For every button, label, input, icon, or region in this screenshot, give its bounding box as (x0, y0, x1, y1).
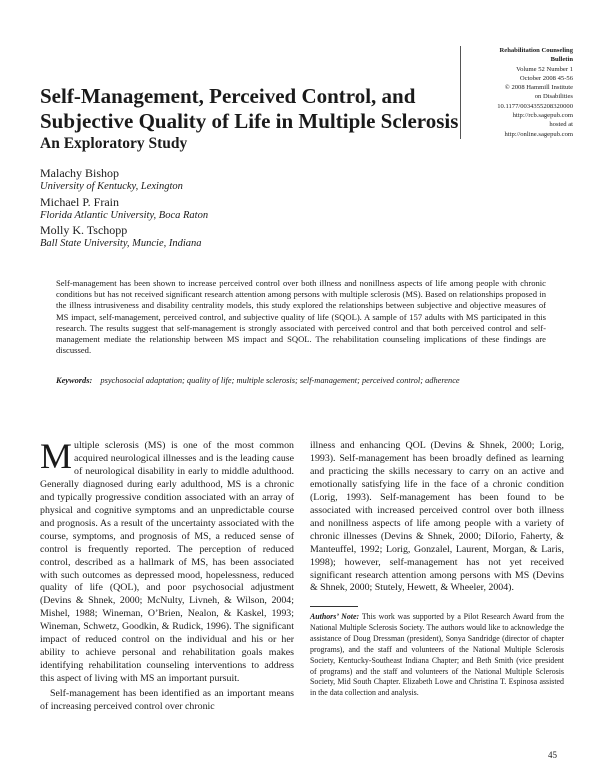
author-affiliation: University of Kentucky, Lexington (40, 181, 183, 192)
page-number: 45 (548, 750, 557, 760)
keywords (56, 376, 556, 385)
body-paragraph-1-text: ultiple sclerosis (MS) is one of the most common acquired neurological illnesses and is the leading cause of neurological disability in early to middle adulthood. Generally diagnosed during early adulthood, MS is a chronic and typically progressive condition associated with an array of physical and cognitive symptoms and an unpredictable course and prognosis. As a result of the uncertainty associated with the course, symptoms, and prognosis of MS, a reduced sense of control is frequently reported. The perception of reduced control, described as a hallmark of MS, has been associated with such outcomes as depressed mood, hopelessness, reduced quality of life (QOL), and poor psychosocial adjustment (Devins & Shnek, 2000; McNulty, Livneh, & Wilson, 2004; Mishel, 1988; Wineman, O’Brien, Nealon, & Kaskel, 1993; Wineman, Schwetz, Goodkin, & Rudick, 1996). The significant impact of reduced control on the individual and his or her ability to achieve personal and rehabilitation goals makes identifying rehabilitation counseling interventions to address this aspect of living with MS an important pursuit. (40, 440, 294, 685)
body-paragraph-2: Self-management has been identified as an important means of increasing perceived control over chronic (40, 688, 294, 713)
journal-host-url[interactable]: http://online.sagepub.com (504, 130, 573, 138)
keywords-text: psychosocial adaptation; quality of life; multiple sclerosis; self-management; perceived control; adherence (100, 376, 460, 385)
author-affiliation: Ball State University, Muncie, Indiana (40, 238, 202, 249)
author-name: Molly K. Tschopp (40, 223, 128, 237)
journal-copyright: © 2008 Hammill Institute (504, 84, 573, 92)
keywords-label: Keywords: (56, 376, 93, 385)
body-paragraph-3: illness and enhancing QOL (Devins & Shnek, 2000; Lorig, 1993). Self-management has been broadly defined as learning and practicing the skills necessary to carry on an active and emotionally satisfying life in the face of a chronic condition (Lorig, 1993). Self-management has been found to be associated with increased perceived control over both illness and nonillness aspects of life among people with a variety of chronic illnesses (Devins & Shnek, 2000; DiIorio, Faherty, & Manteuffel, 1992; Lorig, Gonzalel, Laurent, Morgan, & Laris, 1998); however, self-management has not yet received significant research attention among persons with MS (Devins & Shnek, 2000; Stutely, Hewett, & Wheeler, 2004). (310, 440, 564, 594)
author-block-3 (40, 223, 202, 250)
title-line-1: Self-Management, Perceived Control, and (40, 84, 416, 108)
footnote-divider (310, 606, 358, 607)
authors-note-label: Authors’ Note: (310, 612, 360, 621)
drop-cap: M (40, 436, 73, 476)
journal-name-cont: Bulletin (550, 56, 573, 64)
author-name: Michael P. Frain (40, 195, 119, 209)
journal-name: Rehabilitation Counseling (499, 47, 573, 54)
journal-doi: 10.1177/0034355208320000 (497, 102, 573, 110)
title-line-2: Subjective Quality of Life in Multiple Sclerosis (40, 109, 459, 133)
body-paragraph-1 (40, 436, 294, 686)
journal-volume: Volume 52 Number 1 (516, 65, 573, 73)
author-block-1 (40, 166, 183, 193)
author-name: Malachy Bishop (40, 166, 119, 180)
author-affiliation: Florida Atlantic University, Boca Raton (40, 210, 209, 221)
journal-url[interactable]: http://rcb.sagepub.com (512, 112, 573, 120)
article-subtitle: An Exploratory Study (40, 135, 188, 152)
journal-info-box (460, 46, 573, 139)
body-column-right (310, 440, 564, 595)
abstract: Self-management has been shown to increase perceived control over both illness and nonillness aspects of life among people with chronic conditions but has not received significant research attention among persons with multiple sclerosis (MS). Based on relationships proposed in the illness intrusiveness and disability centrality models, this study explored the relationships between subjective and objective measures of MS impact, self-management, perceived control, and subjective quality of life (SQOL). A sample of 157 adults with MS participated in this research. The results suggest that self-management is strongly associated with perceived control and that both perceived control and self-management mediate the relationship between MS impact and SQOL. The rehabilitation counseling implications of these findings are discussed. (56, 278, 546, 356)
article-title (40, 84, 460, 134)
journal-date-pages: October 2008 45-56 (519, 74, 573, 82)
authors-note-text: This work was supported by a Pilot Research Award from the National Multiple Sclerosis Society. The authors would like to acknowledge the assistance of Doug Dressman (president), Sonya Sandridge (director of chapter programs), and the staff and volunteers of the National Multiple Sclerosis Society, Kentucky-Southeast Indiana Chapter; and Beth Smith (vice president of programs) and the staff and volunteers of the National Multiple Sclerosis Society, Mid South Chapter. Elizabeth Lowe and Christina T. Espinosa assisted in the data collection and analysis. (310, 612, 564, 698)
journal-hosted-at: hosted at (549, 121, 573, 129)
authors-note (310, 612, 564, 699)
journal-copyright-cont: on Disabilities (534, 93, 573, 101)
body-column-left (40, 436, 294, 714)
author-block-2 (40, 195, 208, 222)
